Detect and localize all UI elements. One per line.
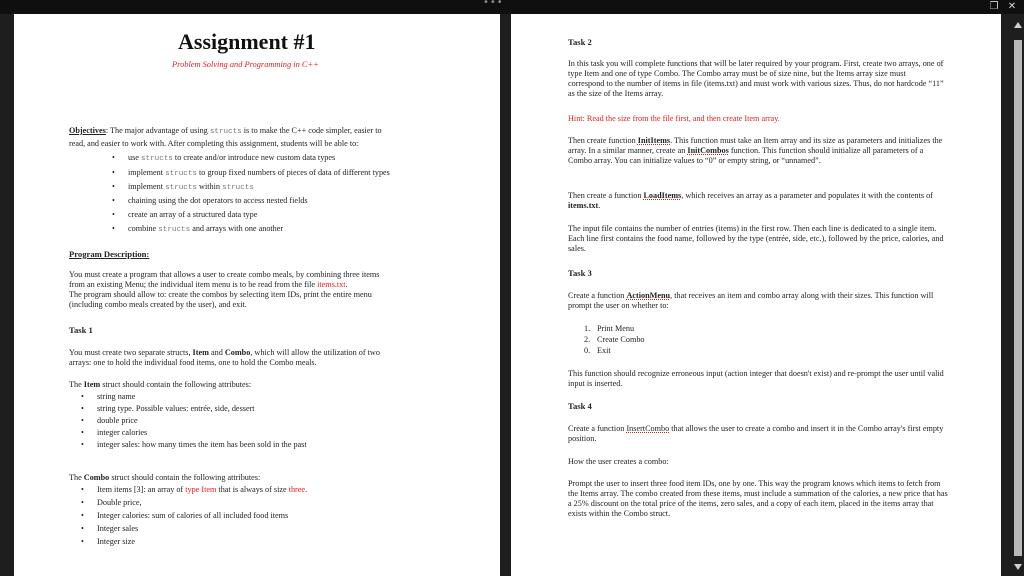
description-line: (including combo meals created by the user), and exit. <box>69 300 247 309</box>
bullet-text: combine <box>128 224 159 233</box>
item-struct-name: Item <box>83 380 101 389</box>
init-items-function: InitItems <box>637 136 671 145</box>
bullet-text: within <box>196 182 223 191</box>
item-struct-name: Item <box>192 348 209 357</box>
menu-option-label: Print Menu <box>597 324 635 333</box>
how-to-create-label: How the user creates a combo: <box>568 457 669 466</box>
intro-text: The <box>69 473 84 482</box>
combo-attr-highlight: type Item <box>185 485 217 494</box>
intro-text: struct should contain the following attributes: <box>100 380 252 389</box>
init-text: . This function must take an Item array and its size as parameters and initializes the array. In a similar manner, create an <box>568 136 943 155</box>
bullet-code: structs <box>140 155 173 163</box>
bullet-text: implement <box>128 168 166 177</box>
task-1-text: You must create two separate structs, <box>69 348 193 357</box>
close-window-icon[interactable]: ✕ <box>1007 1 1017 12</box>
combo-attribute: • Integer size <box>97 537 135 547</box>
combo-attribute: • Integer calories: sum of calories of all included food items <box>97 511 288 521</box>
insert-text: Create a function <box>568 424 627 433</box>
menu-option-label: Exit <box>597 346 611 355</box>
input-file-paragraph: The input file contains the number of entries (items) in the first row. Then each line is dedicated to a single item. Each line first contains the food name, followed by the type (entrée, side, etc.), followed by the price, calories, and sales. <box>568 224 944 253</box>
item-attribute: • integer calories <box>97 428 147 438</box>
scroll-up-arrow-icon[interactable] <box>1014 22 1022 28</box>
objective-bullet <box>128 224 283 235</box>
init-text: Then create function <box>568 136 638 145</box>
document-page-1 <box>14 14 500 576</box>
page-title: Assignment #1 <box>178 29 316 54</box>
items-file-name: items.txt <box>568 201 599 210</box>
load-text: . <box>598 201 601 210</box>
objectives-line-2: read, and easier to work with. After completing this assignment, students will be able to: <box>69 139 359 148</box>
scrollbar-thumb[interactable] <box>1014 40 1022 556</box>
bullet-code: structs <box>165 184 197 192</box>
load-paragraph <box>568 191 944 211</box>
combo-attribute <box>97 485 307 495</box>
program-description-heading: Program Description: <box>69 249 150 259</box>
more-options-icon[interactable]: ••• <box>483 0 504 8</box>
bullet-text: implement <box>128 182 166 191</box>
description-line <box>69 280 348 290</box>
combo-attr-highlight: three <box>288 485 306 494</box>
menu-option-number: 1. <box>584 324 591 333</box>
action-text: , that receives an item and combo array along with their sizes. This function will prompt the user on whether to: <box>568 291 934 310</box>
description-line: The program should allow to: create the combos by selecting item IDs, print the entire menu <box>69 290 372 299</box>
combo-attr-text: . <box>305 485 308 494</box>
load-text: , which receives an array as a parameter and populates it with the contents of <box>681 191 933 200</box>
menu-option <box>584 346 611 356</box>
bullet-text: create an array of a structured data type <box>128 210 258 219</box>
hint-text: Hint: Read the size from the file first, and then create Item array. <box>568 114 780 123</box>
combo-attribute: • Double price, <box>97 498 142 508</box>
bullet-text: chaining using the dot operators to access nested fields <box>128 196 308 205</box>
bullet-text: to group fixed numbers of pieces of data of different types <box>196 168 390 177</box>
item-struct-intro <box>69 380 251 390</box>
insert-text: that allows the user to create a combo and insert it in the Combo array's first empty position. <box>568 424 944 443</box>
scroll-down-arrow-icon[interactable] <box>1014 564 1022 570</box>
description-text: . <box>345 280 348 289</box>
bullet-code: structs <box>165 170 197 178</box>
task-2-heading: Task 2 <box>568 37 592 47</box>
task-1-line-1 <box>69 348 380 358</box>
task-1-text: and <box>208 348 225 357</box>
init-combos-function: InitCombos <box>687 146 729 155</box>
item-attribute: • double price <box>97 416 138 426</box>
combo-attr-text: Item items [3]: an array of <box>97 485 186 494</box>
combo-struct-name: Combo <box>83 473 110 482</box>
intro-text: struct should contain the following attributes: <box>109 473 261 482</box>
description-line: You must create a program that allows a user to create combo meals, by combining three items <box>69 270 380 279</box>
items-file-name: items.txt <box>317 280 346 289</box>
objectives-text-b: is to make the C++ code simpler, easier to <box>241 126 382 135</box>
window-title-bar <box>0 0 1024 14</box>
objective-bullet <box>128 153 335 164</box>
objective-bullet <box>128 196 308 206</box>
insert-combo-function: InsertCombo <box>626 424 670 433</box>
task-4-heading: Task 4 <box>568 401 592 411</box>
objectives-text-a: : The major advantage of using <box>105 126 210 135</box>
item-attribute: • string type. Possible values: entrée, side, dessert <box>97 404 255 414</box>
bullet-text: to create and/or introduce new custom data types <box>172 153 336 162</box>
init-paragraph <box>568 136 944 166</box>
menu-option-label: Create Combo <box>597 335 645 344</box>
objectives-line-1 <box>69 126 382 137</box>
objective-bullet <box>128 182 254 193</box>
objective-bullet <box>128 168 390 179</box>
vertical-scrollbar[interactable] <box>1012 14 1024 576</box>
objective-bullet <box>128 210 257 220</box>
combo-attribute: • Integer sales <box>97 524 138 534</box>
load-text: Then create a function <box>568 191 644 200</box>
task-2-paragraph: In this task you will complete functions that will be later required by your program. First, create two arrays, one of type Item and one of type Combo. The Combo array must be of size nine, but the Items array size must correspond to the number of items in file (items.txt) and must work with various sizes. Thus, do not hardcode “11” as the size of the Items array. <box>568 59 944 98</box>
bullet-code: structs <box>222 184 254 192</box>
intro-text: The <box>69 380 84 389</box>
bullet-code: structs <box>158 226 191 234</box>
item-attribute: • string name <box>97 392 135 402</box>
task-1-heading: Task 1 <box>69 325 93 335</box>
menu-option <box>584 324 635 334</box>
bullet-text: use <box>128 153 141 162</box>
objectives-code: structs <box>209 128 242 136</box>
action-text: Create a function <box>568 291 627 300</box>
document-page-2 <box>511 14 1001 576</box>
page-subtitle: Problem Solving and Programming in C++ <box>172 60 319 69</box>
combo-struct-intro <box>69 473 260 483</box>
erroneous-input-paragraph: This function should recognize erroneous input (action integer that doesn't exist) and re-prompt the user until valid input is inserted. <box>568 369 944 388</box>
action-menu-function: ActionMenu <box>626 291 671 300</box>
task-1-text: , which will allow the utilization of two <box>250 348 380 357</box>
restore-window-icon[interactable]: ❐ <box>989 1 999 12</box>
bullet-text: and arrays with one another <box>190 224 284 233</box>
description-text: from an existing Menu; the individual item menu is to be read from the file <box>69 280 318 289</box>
item-attribute: • integer sales: how many times the item has been sold in the past <box>97 440 307 450</box>
prompt-paragraph: Prompt the user to insert three food item IDs, one by one. This way the program knows which items to fetch from the Items array. The combo created from these items, must include a summation of the calories, a new price that has a 25% discount on the total price of the items, zero sales, and a copy of each item, placed in the items array that exists within the Combo struct. <box>568 479 948 518</box>
task-1-line-2: arrays: one to hold the individual food items, one to hold the Combo meals. <box>69 358 317 367</box>
task-3-heading: Task 3 <box>568 268 592 278</box>
combo-struct-name: Combo <box>224 348 251 357</box>
menu-option-number: 2. <box>584 335 591 344</box>
menu-option <box>584 335 645 345</box>
objectives-label: Objectives <box>69 126 106 135</box>
init-text: function. This function should initialize all parameters of a Combo array. You can initialize values to “0” or empty string, or “unnamed”. <box>568 146 924 165</box>
menu-option-number: 0. <box>584 346 591 355</box>
combo-attr-text: that is always of size <box>216 485 289 494</box>
action-menu-paragraph <box>568 291 944 311</box>
insert-combo-paragraph <box>568 424 944 444</box>
load-items-function: LoadItems <box>643 191 682 200</box>
